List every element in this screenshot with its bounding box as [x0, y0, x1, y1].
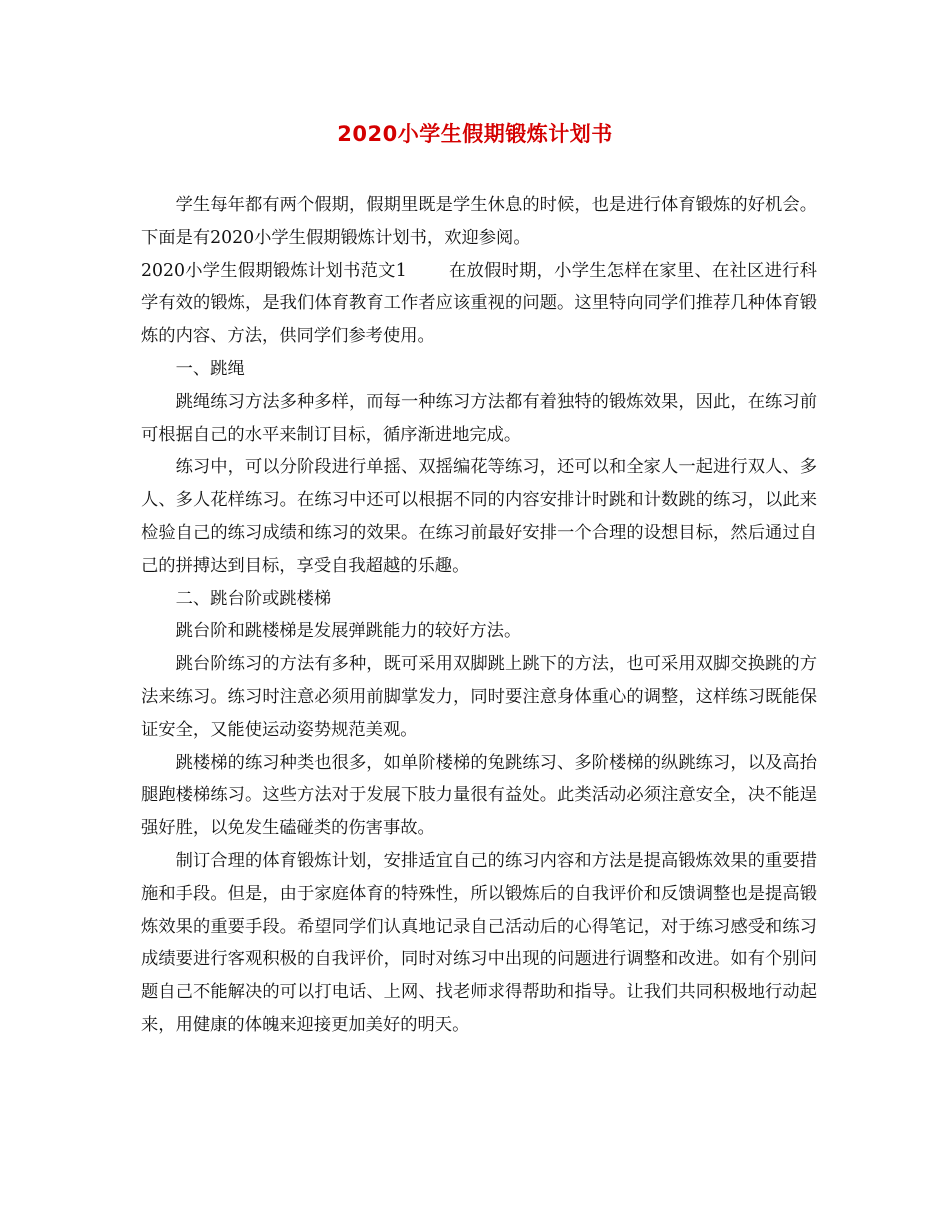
paragraph-steps-methods: 跳台阶练习的方法有多种，既可采用双脚跳上跳下的方法，也可采用双脚交换跳的方法来练习。练习时注意必须用前脚掌发力，同时要注意身体重心的调整，这样练习既能保证安全，又能使运动姿势规范美观。 [141, 654, 817, 740]
paragraph-jump-rope-practice: 练习中，可以分阶段进行单摇、双摇编花等练习，还可以和全家人一起进行双人、多人、多人花样练习。在练习中还可以根据不同的内容安排计时跳和计数跳的练习，以此来检验自己的练习成绩和练习的效果。在练习前最好安排一个合理的设想目标，然后通过自己的拼搏达到目标，享受自我超越的乐趣。 [141, 457, 817, 576]
sample-text: 在放假时期，小学生怎样在家里、在社区进行科学有效的锻炼，是我们体育教育工作者应该重视的问题。这里特向同学们推荐几种体育锻炼的内容、方法，供同学们参考使用。 [141, 260, 817, 347]
paragraph-conclusion: 制订合理的体育锻炼计划，安排适宜自己的练习内容和方法是提高锻炼效果的重要措施和手段。但是，由于家庭体育的特殊性，所以锻炼后的自我评价和反馈调整也是提高锻炼效果的重要手段。希望同学们认真地记录自己活动后的心得笔记，对于练习感受和练习成绩要进行客观积极的自我评价，同时对练习中出现的问题进行调整和改进。如有个别问题自己不能解决的可以打电话、上网、找老师求得帮助和指导。让我们共同积极地行动起来，用健康的体魄来迎接更加美好的明天。 [141, 850, 817, 1035]
document-body [141, 189, 817, 1042]
sample-label: 2020小学生假期锻炼计划书范文1 [141, 260, 407, 281]
intro-paragraph: 学生每年都有两个假期，假期里既是学生休息的时候，也是进行体育锻炼的好机会。下面是有2020小学生假期锻炼计划书，欢迎参阅。 [141, 195, 817, 248]
document-title: 2020小学生假期锻炼计划书 [337, 122, 613, 146]
paragraph-stairs-methods: 跳楼梯的练习种类也很多，如单阶楼梯的兔跳练习、多阶楼梯的纵跳练习，以及高抬腿跑楼梯练习。这些方法对于发展下肢力量很有益处。此类活动必须注意安全，决不能逞强好胜，以免发生磕碰类的伤害事故。 [141, 752, 817, 839]
paragraph-steps-intro: 跳台阶和跳楼梯是发展弹跳能力的较好方法。 [175, 621, 522, 642]
sample-paragraph [141, 255, 817, 353]
section-heading-steps-stairs: 二、跳台阶或跳楼梯 [175, 588, 332, 609]
section-heading-jump-rope: 一、跳绳 [175, 358, 245, 379]
paragraph-jump-rope-methods: 跳绳练习方法多种多样，而每一种练习方法都有着独特的锻炼效果，因此，在练习前可根据自己的水平来制订目标，循序渐进地完成。 [141, 391, 817, 445]
